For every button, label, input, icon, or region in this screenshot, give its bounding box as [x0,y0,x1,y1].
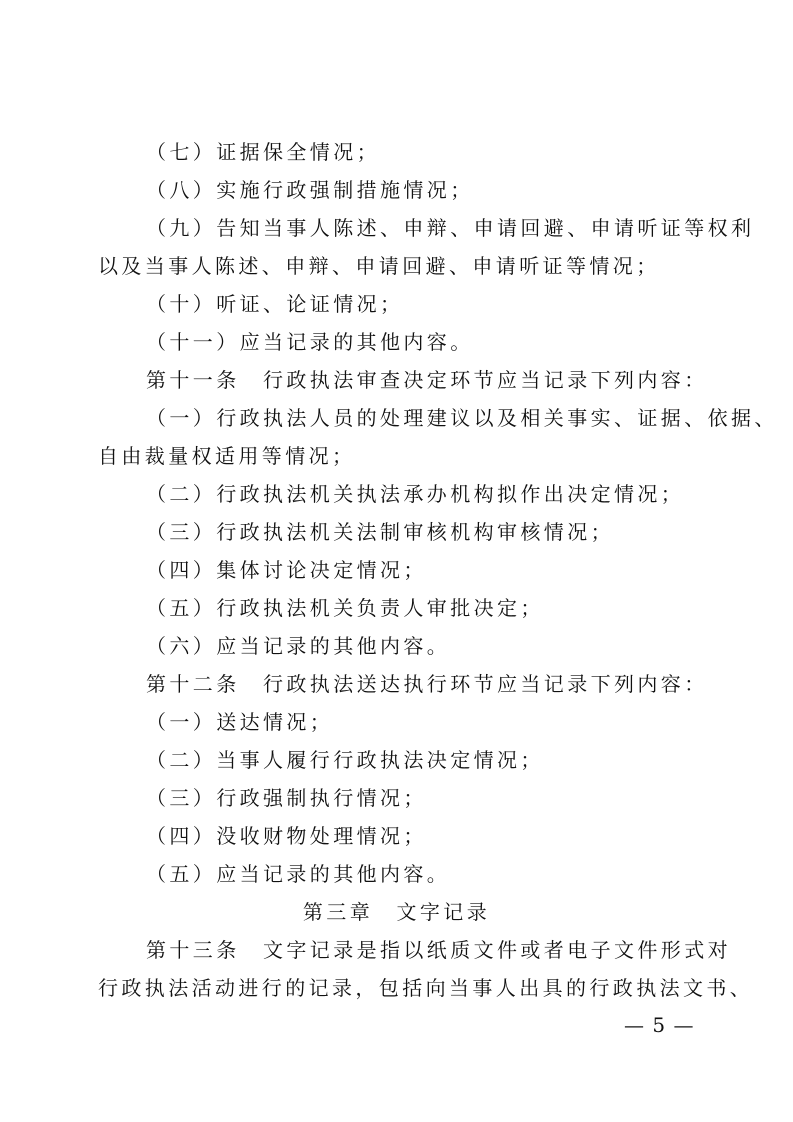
item-eleven-other: （十一）应当记录的其他内容。 [146,330,474,354]
article-12-item-five: （五）应当记录的其他内容。 [146,862,451,886]
article-11-item-one: （一）行政执法人员的处理建议以及相关事实、证据、依据、 [146,406,778,430]
article-12-item-one: （一）送达情况； [146,710,334,734]
item-nine-continuation: 以及当事人陈述、申辩、申请回避、申请听证等情况； [98,254,660,278]
article-11-item-two: （二）行政执法机关执法承办机构拟作出决定情况； [146,482,685,506]
article-12-item-two: （二）当事人履行行政执法决定情况； [146,748,544,772]
article-11-item-one-continuation: 自由裁量权适用等情况； [98,444,356,468]
article-11-item-four: （四）集体讨论决定情况； [146,558,427,582]
chapter-three-heading: 第三章 文字记录 [302,900,491,924]
page-number: — 5 — [624,1013,695,1037]
article-11-item-five: （五）行政执法机关负责人审批决定； [146,596,544,620]
article-13-text: 第十三条 文字记录是指以纸质文件或者电子文件形式对 [146,938,731,962]
article-12-item-four: （四）没收财物处理情况； [146,824,427,848]
article-12-heading: 第十二条 行政执法送达执行环节应当记录下列内容： [146,672,708,696]
article-11-item-six: （六）应当记录的其他内容。 [146,634,451,658]
item-ten-hearing: （十）听证、论证情况； [146,292,404,316]
article-11-item-three: （三）行政执法机关法制审核机构审核情况； [146,520,614,544]
item-nine-notice-rights: （九）告知当事人陈述、申辩、申请回避、申请听证等权利 [146,216,755,240]
article-13-continuation: 行政执法活动进行的记录，包括向当事人出具的行政执法文书、 [98,976,754,1000]
article-11-heading: 第十一条 行政执法审查决定环节应当记录下列内容： [146,368,708,392]
item-eight-coercive-measures: （八）实施行政强制措施情况； [146,178,474,202]
article-12-item-three: （三）行政强制执行情况； [146,786,427,810]
item-seven-evidence-preservation: （七）证据保全情况； [146,140,380,164]
